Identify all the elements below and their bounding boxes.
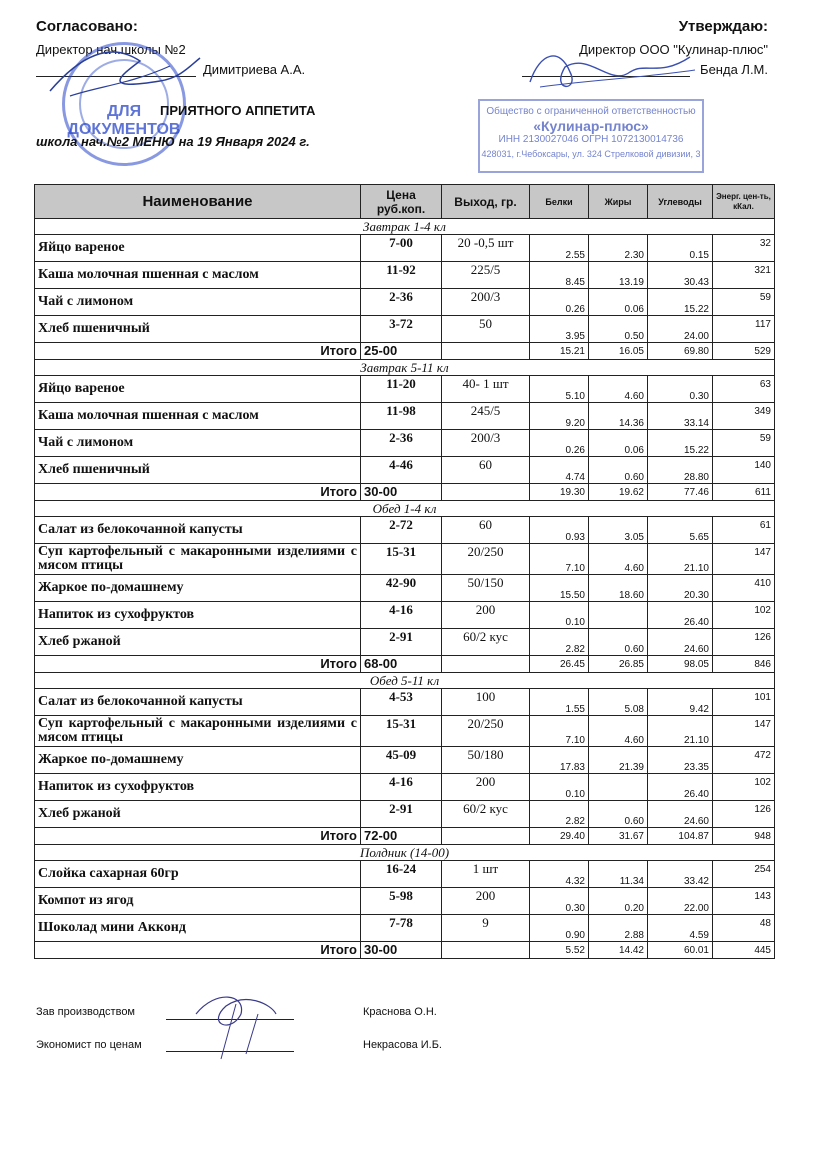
dish-energy: 472 bbox=[713, 747, 775, 774]
dish-energy: 126 bbox=[713, 629, 775, 656]
dish-name: Яйцо вареное bbox=[35, 235, 361, 262]
dish-carbs: 24.60 bbox=[648, 629, 713, 656]
total-protein: 26.45 bbox=[530, 656, 589, 673]
section-title: Обед 5-11 кл bbox=[35, 673, 775, 689]
dish-fat: 18.60 bbox=[589, 575, 648, 602]
total-energy: 846 bbox=[713, 656, 775, 673]
dish-energy: 143 bbox=[713, 888, 775, 915]
dish-name: Жаркое по-домашнему bbox=[35, 747, 361, 774]
dish-price: 42-90 bbox=[361, 575, 442, 602]
dish-protein: 17.83 bbox=[530, 747, 589, 774]
dish-protein: 3.95 bbox=[530, 316, 589, 343]
right-signature bbox=[520, 42, 700, 102]
dish-price: 2-91 bbox=[361, 629, 442, 656]
dish-name: Яйцо вареное bbox=[35, 376, 361, 403]
total-label: Итого bbox=[35, 343, 361, 360]
total-energy: 611 bbox=[713, 484, 775, 501]
stamp-company-name: «Кулинар-плюс» bbox=[533, 118, 649, 134]
dish-energy: 321 bbox=[713, 262, 775, 289]
dish-yield: 200 bbox=[442, 602, 530, 629]
dish-fat: 0.60 bbox=[589, 801, 648, 828]
dish-energy: 63 bbox=[713, 376, 775, 403]
footer-signature bbox=[186, 984, 286, 1062]
total-yield-empty bbox=[442, 656, 530, 673]
table-row bbox=[35, 774, 775, 801]
total-price: 68-00 bbox=[361, 656, 442, 673]
dish-carbs: 30.43 bbox=[648, 262, 713, 289]
table-row bbox=[35, 544, 775, 575]
dish-fat: 3.05 bbox=[589, 517, 648, 544]
total-price: 30-00 bbox=[361, 484, 442, 501]
dish-price: 11-92 bbox=[361, 262, 442, 289]
dish-name: Слойка сахарная 60гр bbox=[35, 861, 361, 888]
section-row bbox=[35, 673, 775, 689]
left-person: Димитриева А.А. bbox=[203, 62, 306, 77]
total-yield-empty bbox=[442, 484, 530, 501]
footer-person2: Некрасова И.Б. bbox=[363, 1039, 442, 1051]
dish-name: Каша молочная пшенная с маслом bbox=[35, 262, 361, 289]
dish-carbs: 15.22 bbox=[648, 289, 713, 316]
dish-fat: 2.88 bbox=[589, 915, 648, 942]
dish-energy: 140 bbox=[713, 457, 775, 484]
table-row bbox=[35, 629, 775, 656]
dish-yield: 60 bbox=[442, 517, 530, 544]
dish-yield: 20 -0,5 шт bbox=[442, 235, 530, 262]
total-row bbox=[35, 942, 775, 959]
total-protein: 15.21 bbox=[530, 343, 589, 360]
footer-role2: Экономист по ценам bbox=[36, 1039, 142, 1051]
dish-energy: 61 bbox=[713, 517, 775, 544]
header-price: Цена руб.коп. bbox=[361, 185, 442, 219]
dish-name: Компот из ягод bbox=[35, 888, 361, 915]
section-row bbox=[35, 845, 775, 861]
dish-yield: 200 bbox=[442, 888, 530, 915]
total-fat: 16.05 bbox=[589, 343, 648, 360]
dish-energy: 59 bbox=[713, 289, 775, 316]
dish-energy: 32 bbox=[713, 235, 775, 262]
table-row bbox=[35, 689, 775, 716]
dish-protein: 0.90 bbox=[530, 915, 589, 942]
dish-energy: 349 bbox=[713, 403, 775, 430]
dish-fat: 4.60 bbox=[589, 544, 648, 575]
dish-yield: 1 шт bbox=[442, 861, 530, 888]
table-row bbox=[35, 915, 775, 942]
stamp-line3: ИНН 2130027046 ОГРН 1072130014736 bbox=[498, 134, 684, 145]
section-title: Обед 1-4 кл bbox=[35, 501, 775, 517]
total-label: Итого bbox=[35, 656, 361, 673]
dish-protein: 0.93 bbox=[530, 517, 589, 544]
total-label: Итого bbox=[35, 828, 361, 845]
dish-protein: 7.10 bbox=[530, 716, 589, 747]
dish-price: 7-78 bbox=[361, 915, 442, 942]
dish-fat: 0.06 bbox=[589, 430, 648, 457]
total-energy: 948 bbox=[713, 828, 775, 845]
dish-yield: 60 bbox=[442, 457, 530, 484]
stamp-line4: 428031, г.Чебоксары, ул. 324 Стрелковой дивизии, 3 bbox=[481, 149, 701, 159]
dish-energy: 410 bbox=[713, 575, 775, 602]
dish-energy: 254 bbox=[713, 861, 775, 888]
header-yield: Выход, гр. bbox=[442, 185, 530, 219]
approved-title: Согласовано: bbox=[36, 18, 138, 35]
dish-yield: 40- 1 шт bbox=[442, 376, 530, 403]
footer-person1: Краснова О.Н. bbox=[363, 1006, 437, 1018]
table-row bbox=[35, 747, 775, 774]
dish-protein: 4.32 bbox=[530, 861, 589, 888]
dish-yield: 225/5 bbox=[442, 262, 530, 289]
table-row bbox=[35, 262, 775, 289]
dish-name: Напиток из сухофруктов bbox=[35, 774, 361, 801]
dish-price: 16-24 bbox=[361, 861, 442, 888]
table-row bbox=[35, 861, 775, 888]
dish-price: 3-72 bbox=[361, 316, 442, 343]
wish-text: ПРИЯТНОГО АППЕТИТА bbox=[160, 103, 316, 118]
dish-energy: 48 bbox=[713, 915, 775, 942]
total-protein: 29.40 bbox=[530, 828, 589, 845]
table-row bbox=[35, 403, 775, 430]
dish-protein: 2.55 bbox=[530, 235, 589, 262]
dish-price: 4-16 bbox=[361, 602, 442, 629]
dish-protein: 7.10 bbox=[530, 544, 589, 575]
dish-yield: 50/180 bbox=[442, 747, 530, 774]
dish-protein: 8.45 bbox=[530, 262, 589, 289]
dish-protein: 0.26 bbox=[530, 430, 589, 457]
section-title: Полдник (14-00) bbox=[35, 845, 775, 861]
total-price: 25-00 bbox=[361, 343, 442, 360]
total-price: 30-00 bbox=[361, 942, 442, 959]
dish-price: 7-00 bbox=[361, 235, 442, 262]
stamp-line1: Общество с ограниченной ответственностью bbox=[486, 106, 696, 117]
dish-carbs: 5.65 bbox=[648, 517, 713, 544]
dish-name: Хлеб ржаной bbox=[35, 801, 361, 828]
table-row bbox=[35, 316, 775, 343]
table-row bbox=[35, 457, 775, 484]
dish-carbs: 33.14 bbox=[648, 403, 713, 430]
dish-price: 5-98 bbox=[361, 888, 442, 915]
dish-energy: 117 bbox=[713, 316, 775, 343]
menu-table bbox=[34, 184, 775, 959]
dish-fat: 11.34 bbox=[589, 861, 648, 888]
left-signature bbox=[40, 36, 210, 106]
dish-protein: 2.82 bbox=[530, 801, 589, 828]
total-carbs: 69.80 bbox=[648, 343, 713, 360]
dish-name: Суп картофельный с макаронными изделиями с мясом птицы bbox=[35, 544, 361, 575]
dish-protein: 15.50 bbox=[530, 575, 589, 602]
total-carbs: 60.01 bbox=[648, 942, 713, 959]
dish-name: Жаркое по-домашнему bbox=[35, 575, 361, 602]
dish-price: 11-20 bbox=[361, 376, 442, 403]
total-row bbox=[35, 343, 775, 360]
header-name: Наименование bbox=[35, 185, 361, 219]
header-fat: Жиры bbox=[589, 185, 648, 219]
menu-title: школа нач.№2 МЕНЮ на 19 Января 2024 г. bbox=[36, 134, 310, 149]
dish-price: 2-36 bbox=[361, 289, 442, 316]
footer-role1: Зав производством bbox=[36, 1006, 135, 1018]
dish-name: Напиток из сухофруктов bbox=[35, 602, 361, 629]
dish-name: Хлеб ржаной bbox=[35, 629, 361, 656]
table-row bbox=[35, 888, 775, 915]
total-yield-empty bbox=[442, 942, 530, 959]
dish-fat: 2.30 bbox=[589, 235, 648, 262]
dish-carbs: 26.40 bbox=[648, 602, 713, 629]
header-carbs: Углеводы bbox=[648, 185, 713, 219]
dish-yield: 60/2 кус bbox=[442, 801, 530, 828]
dish-fat: 0.06 bbox=[589, 289, 648, 316]
dish-name: Чай с лимоном bbox=[35, 430, 361, 457]
dish-fat: 4.60 bbox=[589, 716, 648, 747]
dish-energy: 102 bbox=[713, 602, 775, 629]
left-position: Директор нач.школы №2 bbox=[36, 42, 186, 57]
total-yield-empty bbox=[442, 828, 530, 845]
dish-price: 4-46 bbox=[361, 457, 442, 484]
total-row bbox=[35, 484, 775, 501]
total-fat: 26.85 bbox=[589, 656, 648, 673]
section-title: Завтрак 1-4 кл bbox=[35, 219, 775, 235]
table-row bbox=[35, 289, 775, 316]
dish-carbs: 0.15 bbox=[648, 235, 713, 262]
dish-protein: 4.74 bbox=[530, 457, 589, 484]
dish-energy: 147 bbox=[713, 716, 775, 747]
dish-yield: 245/5 bbox=[442, 403, 530, 430]
dish-fat: 5.08 bbox=[589, 689, 648, 716]
dish-carbs: 15.22 bbox=[648, 430, 713, 457]
dish-name: Шоколад мини Акконд bbox=[35, 915, 361, 942]
section-row bbox=[35, 360, 775, 376]
dish-yield: 100 bbox=[442, 689, 530, 716]
table-row bbox=[35, 376, 775, 403]
dish-fat: 14.36 bbox=[589, 403, 648, 430]
table-row bbox=[35, 235, 775, 262]
total-fat: 31.67 bbox=[589, 828, 648, 845]
dish-protein: 5.10 bbox=[530, 376, 589, 403]
table-row bbox=[35, 716, 775, 747]
total-energy: 445 bbox=[713, 942, 775, 959]
dish-name: Каша молочная пшенная с маслом bbox=[35, 403, 361, 430]
dish-price: 2-91 bbox=[361, 801, 442, 828]
total-carbs: 77.46 bbox=[648, 484, 713, 501]
dish-carbs: 26.40 bbox=[648, 774, 713, 801]
table-row bbox=[35, 517, 775, 544]
dish-price: 2-36 bbox=[361, 430, 442, 457]
total-energy: 529 bbox=[713, 343, 775, 360]
total-price: 72-00 bbox=[361, 828, 442, 845]
total-carbs: 104.87 bbox=[648, 828, 713, 845]
dish-carbs: 20.30 bbox=[648, 575, 713, 602]
total-protein: 5.52 bbox=[530, 942, 589, 959]
dish-protein: 0.26 bbox=[530, 289, 589, 316]
dish-name: Суп картофельный с макаронными изделиями с мясом птицы bbox=[35, 716, 361, 747]
dish-protein: 0.10 bbox=[530, 602, 589, 629]
dish-fat: 13.19 bbox=[589, 262, 648, 289]
total-fat: 19.62 bbox=[589, 484, 648, 501]
section-row bbox=[35, 219, 775, 235]
dish-name: Салат из белокочанной капусты bbox=[35, 517, 361, 544]
total-carbs: 98.05 bbox=[648, 656, 713, 673]
dish-carbs: 21.10 bbox=[648, 716, 713, 747]
dish-protein: 1.55 bbox=[530, 689, 589, 716]
dish-carbs: 23.35 bbox=[648, 747, 713, 774]
dish-price: 4-53 bbox=[361, 689, 442, 716]
dish-carbs: 21.10 bbox=[648, 544, 713, 575]
total-fat: 14.42 bbox=[589, 942, 648, 959]
dish-price: 15-31 bbox=[361, 716, 442, 747]
dish-protein: 0.30 bbox=[530, 888, 589, 915]
table-row bbox=[35, 801, 775, 828]
dish-yield: 200/3 bbox=[442, 430, 530, 457]
dish-name: Чай с лимоном bbox=[35, 289, 361, 316]
right-company-stamp bbox=[478, 99, 704, 173]
total-label: Итого bbox=[35, 484, 361, 501]
dish-fat: 21.39 bbox=[589, 747, 648, 774]
dish-price: 2-72 bbox=[361, 517, 442, 544]
table-row bbox=[35, 575, 775, 602]
dish-energy: 102 bbox=[713, 774, 775, 801]
dish-carbs: 24.60 bbox=[648, 801, 713, 828]
dish-protein: 0.10 bbox=[530, 774, 589, 801]
dish-yield: 60/2 кус bbox=[442, 629, 530, 656]
dish-yield: 200 bbox=[442, 774, 530, 801]
dish-carbs: 22.00 bbox=[648, 888, 713, 915]
section-title: Завтрак 5-11 кл bbox=[35, 360, 775, 376]
dish-fat: 0.20 bbox=[589, 888, 648, 915]
header-protein: Белки bbox=[530, 185, 589, 219]
total-protein: 19.30 bbox=[530, 484, 589, 501]
header-energy: Энерг. цен-ть, кКал. bbox=[713, 185, 775, 219]
dish-price: 15-31 bbox=[361, 544, 442, 575]
dish-carbs: 33.42 bbox=[648, 861, 713, 888]
dish-protein: 2.82 bbox=[530, 629, 589, 656]
total-row bbox=[35, 828, 775, 845]
confirm-title: Утверждаю: bbox=[678, 18, 768, 35]
dish-fat: 0.60 bbox=[589, 629, 648, 656]
dish-price: 4-16 bbox=[361, 774, 442, 801]
total-label: Итого bbox=[35, 942, 361, 959]
dish-yield: 9 bbox=[442, 915, 530, 942]
dish-name: Хлеб пшеничный bbox=[35, 316, 361, 343]
dish-energy: 126 bbox=[713, 801, 775, 828]
dish-price: 11-98 bbox=[361, 403, 442, 430]
dish-fat: 0.60 bbox=[589, 457, 648, 484]
dish-carbs: 24.00 bbox=[648, 316, 713, 343]
dish-fat: 0.50 bbox=[589, 316, 648, 343]
table-row bbox=[35, 430, 775, 457]
dish-yield: 200/3 bbox=[442, 289, 530, 316]
dish-name: Хлеб пшеничный bbox=[35, 457, 361, 484]
dish-name: Салат из белокочанной капусты bbox=[35, 689, 361, 716]
dish-yield: 20/250 bbox=[442, 716, 530, 747]
table-row bbox=[35, 602, 775, 629]
dish-yield: 20/250 bbox=[442, 544, 530, 575]
dish-yield: 50 bbox=[442, 316, 530, 343]
dish-protein: 9.20 bbox=[530, 403, 589, 430]
left-stamp-text: ДЛЯ ДОКУМЕНТОВ bbox=[67, 103, 181, 138]
dish-energy: 147 bbox=[713, 544, 775, 575]
section-row bbox=[35, 501, 775, 517]
total-row bbox=[35, 656, 775, 673]
dish-energy: 101 bbox=[713, 689, 775, 716]
menu-body bbox=[35, 219, 775, 959]
right-position: Директор ООО "Кулинар-плюс" bbox=[579, 42, 768, 57]
total-yield-empty bbox=[442, 343, 530, 360]
dish-price: 45-09 bbox=[361, 747, 442, 774]
dish-carbs: 4.59 bbox=[648, 915, 713, 942]
dish-carbs: 9.42 bbox=[648, 689, 713, 716]
dish-carbs: 0.30 bbox=[648, 376, 713, 403]
dish-fat bbox=[589, 602, 648, 629]
dish-yield: 50/150 bbox=[442, 575, 530, 602]
dish-fat: 4.60 bbox=[589, 376, 648, 403]
dish-fat bbox=[589, 774, 648, 801]
dish-energy: 59 bbox=[713, 430, 775, 457]
right-person: Бенда Л.М. bbox=[700, 62, 768, 77]
dish-carbs: 28.80 bbox=[648, 457, 713, 484]
